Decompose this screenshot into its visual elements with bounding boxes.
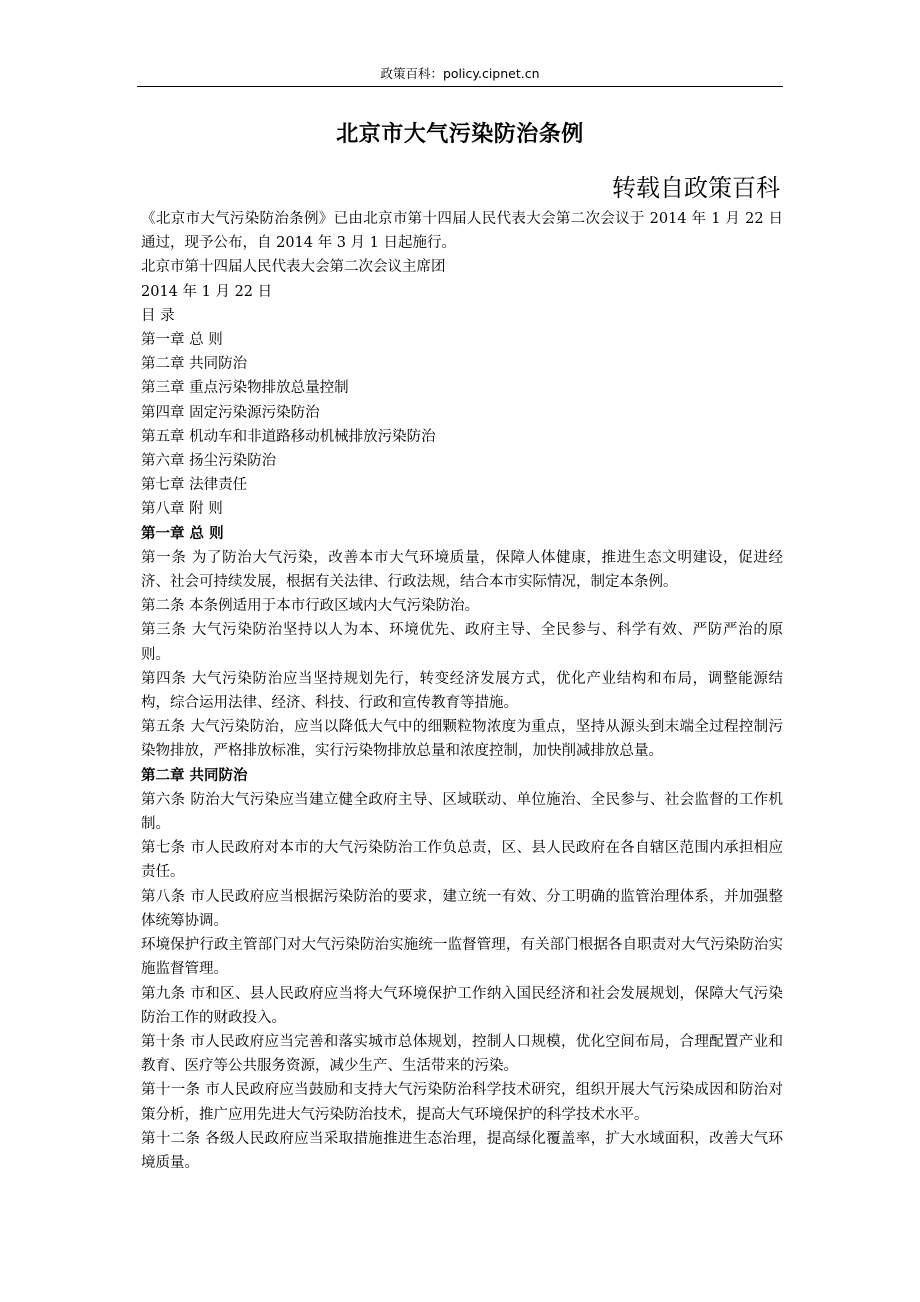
article: 第一条 为了防治大气污染，改善本市大气环境质量，保障人体健康，推进生态文明建设，促进经济、社会可持续发展，根据有关法律、行政法规，结合本市实际情况，制定本条例。 bbox=[141, 549, 783, 591]
article: 第八条 市人民政府应当根据污染防治的要求，建立统一有效、分工明确的监管治理体系，并加强整体统筹协调。 bbox=[141, 888, 783, 929]
toc-item: 第一章 总 则 bbox=[141, 332, 223, 349]
chapter-heading: 第一章 总 则 bbox=[141, 524, 224, 542]
header-label: 政策百科： bbox=[380, 66, 443, 81]
article: 第五条 大气污染防治，应当以降低大气中的细颗粒物浓度为重点，坚持从源头到末端全过程控制污染物排放，严格排放标准，实行污染物排放总量和浓度控制，加快削减排放总量。 bbox=[141, 719, 783, 760]
issue-date: 2014 年 1 月 22 日 bbox=[141, 283, 273, 300]
toc-item: 第五章 机动车和非道路移动机械排放污染防治 bbox=[141, 428, 436, 445]
article: 第十一条 市人民政府应当鼓励和支持大气污染防治科学技术研究，组织开展大气污染成因和防治对策分析，推广应用先进大气污染防治技术，提高大气环境保护的科学技术水平。 bbox=[141, 1082, 783, 1123]
document-body bbox=[141, 207, 783, 1175]
issuer: 北京市第十四届人民代表大会第二次会议主席团 bbox=[141, 259, 446, 276]
article: 第四条 大气污染防治应当坚持规划先行，转变经济发展方式，优化产业结构和布局，调整能源结构，综合运用法律、经济、科技、行政和宣传教育等措施。 bbox=[141, 670, 783, 712]
announcement: 《北京市大气污染防治条例》已由北京市第十四届人民代表大会第二次会议于 2014 年 1 月 22 日通过，现予公布，自 2014 年 3 月 1 日起施行。 bbox=[141, 211, 783, 252]
article: 第六条 防治大气污染应当建立健全政府主导、区域联动、单位施治、全民参与、社会监督的工作机制。 bbox=[141, 791, 783, 833]
toc-item: 第四章 固定污染源污染防治 bbox=[141, 404, 320, 421]
toc-item: 第八章 附 则 bbox=[141, 501, 223, 518]
toc-title: 目 录 bbox=[141, 307, 175, 324]
toc-item: 第二章 共同防治 bbox=[141, 356, 248, 373]
toc-item: 第七章 法律责任 bbox=[141, 477, 248, 494]
article: 第十二条 各级人民政府应当采取措施推进生态治理，提高绿化覆盖率，扩大水域面积，改善大气环境质量。 bbox=[141, 1130, 783, 1171]
document-title: 北京市大气污染防治条例 bbox=[336, 121, 584, 147]
toc-item: 第六章 扬尘污染防治 bbox=[141, 453, 277, 470]
article: 第十条 市人民政府应当完善和落实城市总体规划，控制人口规模，优化空间布局，合理配置产业和教育、医疗等公共服务资源，减少生产、生活带来的污染。 bbox=[141, 1033, 783, 1075]
article: 第二条 本条例适用于本市行政区域内大气污染防治。 bbox=[141, 598, 480, 615]
article: 环境保护行政主管部门对大气污染防治实施统一监督管理，有关部门根据各自职责对大气污染防治实施监督管理。 bbox=[141, 937, 783, 978]
toc-item: 第三章 重点污染物排放总量控制 bbox=[141, 380, 349, 397]
article: 第九条 市和区、县人民政府应当将大气环境保护工作纳入国民经济和社会发展规划，保障大气污染防治工作的财政投入。 bbox=[141, 985, 783, 1026]
header-url: policy.cipnet.cn bbox=[442, 66, 540, 81]
document-subtitle: 转载自政策百科 bbox=[612, 174, 780, 202]
header-divider bbox=[137, 86, 783, 87]
article: 第七条 市人民政府对本市的大气污染防治工作负总责，区、县人民政府在各自辖区范围内承担相应责任。 bbox=[141, 840, 783, 881]
page-header bbox=[137, 64, 783, 84]
chapter-heading: 第二章 共同防治 bbox=[141, 766, 248, 784]
article: 第三条 大气污染防治坚持以人为本、环境优先、政府主导、全民参与、科学有效、严防严治的原则。 bbox=[141, 622, 783, 663]
